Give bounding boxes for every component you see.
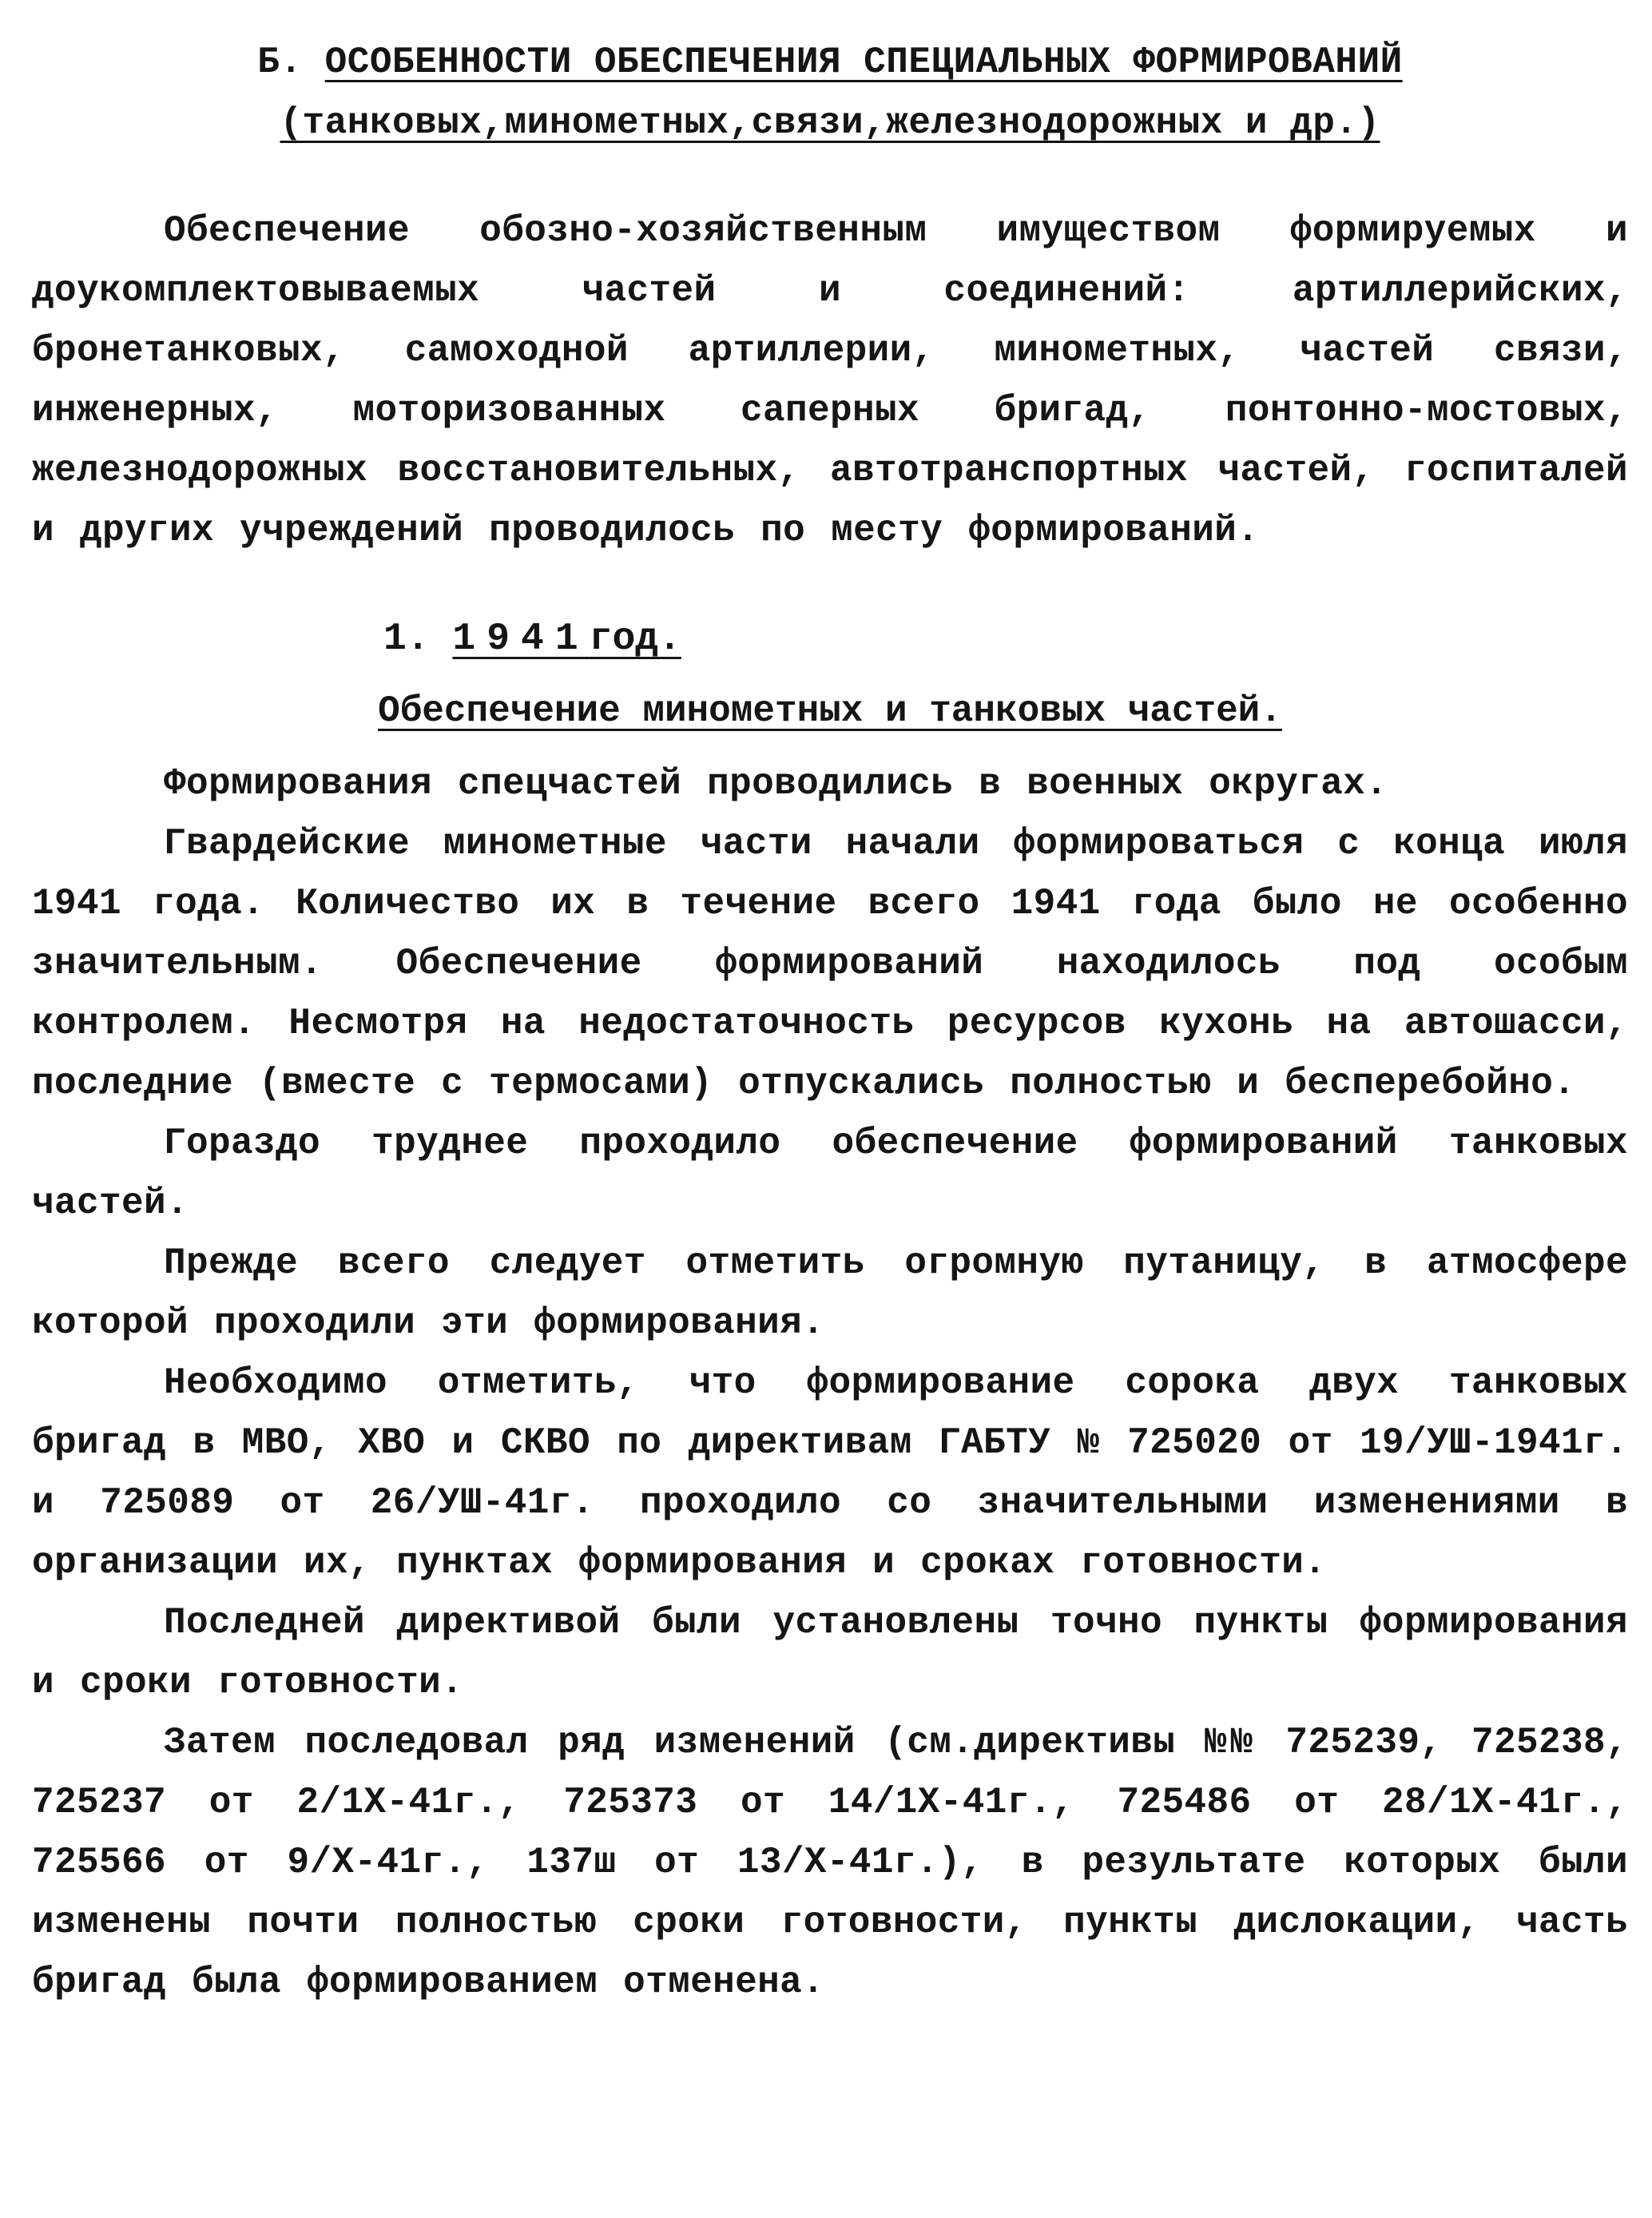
heading-line-2 xyxy=(32,93,1628,153)
paragraph: Гораздо труднее проходило обеспечение формирований танковых частей. xyxy=(32,1123,1628,1224)
section-heading xyxy=(32,32,1628,153)
heading-subtitle: (танковых,минометных,связи,железнодорожных и др.) xyxy=(280,102,1380,144)
heading-prefix: Б. xyxy=(257,42,303,83)
paragraph: Прежде всего следует отметить огромную путаницу, в атмосфере которой проходили эти формирования. xyxy=(32,1242,1628,1344)
section-subtitle xyxy=(32,679,1628,743)
heading-line-1 xyxy=(32,32,1628,93)
section-number: 1. xyxy=(383,618,430,661)
intro-block xyxy=(32,201,1628,561)
body-text xyxy=(32,754,1628,2013)
paragraph: Затем последовал ряд изменений (см.директивы №№ 725239, 725238, 725237 от 2/1Х-41г., 725373 от 14/1Х-41г., 725486 от 28/1Х-41г., 725566 от 9/Х-41г., 137ш от 13/Х-41г.), в результате которых были изменены почти полностью сроки готовности, пункты дислокации, часть бригад была формированием отменена. xyxy=(32,1722,1628,2003)
section-subtitle-text: Обеспечение минометных и танковых частей. xyxy=(378,690,1282,732)
section-year-suffix: год. xyxy=(589,618,681,661)
heading-title: ОСОБЕННОСТИ ОБЕСПЕЧЕНИЯ СПЕЦИАЛЬНЫХ ФОРМИРОВАНИЙ xyxy=(324,42,1403,83)
section-year: 1941 xyxy=(452,618,590,661)
paragraph: Необходимо отметить, что формирование сорока двух танковых бригад в МВО, ХВО и СКВО по директивам ГАБТУ № 725020 от 19/УШ-1941г. и 725089 от 26/УШ-41г. проходило со значительными изменениями в организации их, пунктах формирования и сроках готовности. xyxy=(32,1362,1628,1584)
section-year-heading xyxy=(383,607,1628,671)
intro-paragraph: Обеспечение обозно-хозяйственным имуществом формируемых и доукомплектовываемых частей и соединений: артиллерийских, бронетанковых, самоходной артиллерии, минометных, частей связи, инженерных, моторизованных саперных бригад, понтонно-мостовых, железнодорожных восстановительных, автотранспортных частей, госпиталей и других учреждений проводилось по месту формирований. xyxy=(32,210,1628,551)
paragraph: Гвардейские минометные части начали формироваться с конца июля 1941 года. Количество их в течение всего 1941 года было не особенно значительным. Обеспечение формирований находилось под особым контролем. Несмотря на недостаточность ресурсов кухонь на автошасси, последние (вместе с термосами) отпускались полностью и бесперебойно. xyxy=(32,823,1628,1104)
paragraph: Формирования спецчастей проводились в военных округах. xyxy=(164,763,1388,805)
paragraph: Последней директивой были установлены точно пункты формирования и сроки готовности. xyxy=(32,1602,1628,1703)
